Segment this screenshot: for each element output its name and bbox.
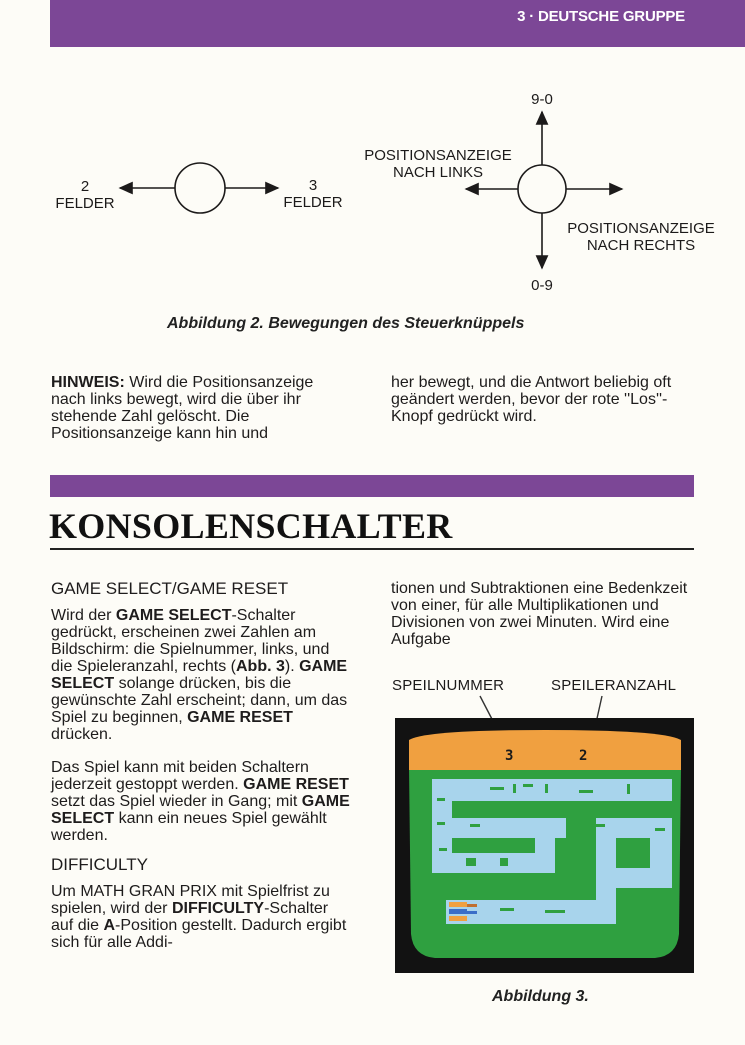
label-speilnummer: SPEILNUMMER: [392, 677, 505, 694]
orange-bar: [409, 730, 681, 770]
figure-3-caption: Abbildung 3.: [492, 988, 589, 1005]
label-speileranzahl: SPEILERANZAHL: [551, 677, 677, 694]
game-screenshot: [395, 718, 694, 973]
title-rule: [50, 548, 694, 550]
section-label: 3 · DEUTSCHE GRUPPE: [517, 8, 685, 25]
label-9-0: 9-0: [531, 91, 553, 108]
figure-2: [0, 80, 745, 332]
label-0-9: 0-9: [531, 277, 553, 294]
difficulty-paragraph: Um MATH GRAN PRIX mit Spielfrist zu spielen, wird der DIFFICULTY-Schalter auf die A-Position gestellt. Dadurch ergibt sich für alle Addi-: [51, 883, 347, 951]
label-2-felder: 2 FELDER: [55, 178, 115, 212]
figure-2-caption: Abbildung 2. Bewegungen des Steuerknüppels: [167, 315, 525, 332]
joystick-circle-left: [175, 163, 225, 213]
game-screen: [395, 718, 694, 973]
hinweis-right: her bewegt, und die Antwort beliebig oft geändert werden, bevor der rote ''Los''-Knopf gedrückt wird.: [391, 374, 672, 425]
right-column-text: tionen und Subtraktionen eine Bedenkzeit von einer, für alle Multiplikationen und Divisionen von zwei Minuten. Wird eine Aufgabe: [391, 580, 688, 648]
hinweis-left: [51, 374, 351, 442]
game-select-heading: GAME SELECT/GAME RESET: [51, 579, 289, 598]
hinweis-label: HINWEIS:: [51, 374, 125, 391]
game-select-paragraph-2: Das Spiel kann mit beiden Schaltern jederzeit gestoppt werden. GAME RESET setzt das Spiel wieder in Gang; mit GAME SELECT kann ein neues Spiel gewählt werden.: [51, 759, 350, 844]
section-title: KONSOLENSCHALTER: [49, 506, 453, 546]
hinweis-text-left: Wird die Positionsanzeige nach links bewegt, wird die über ihr stehende Zahl gelöscht. Die Positionsanzeige kann hin und: [51, 374, 314, 442]
player-count: 2: [579, 748, 588, 764]
header-band: [50, 0, 745, 47]
game-select-paragraph-1: Wird der GAME SELECT-Schalter gedrückt, erscheinen zwei Zahlen am Bildschirm: die Spielnummer, links, und die Spieleranzahl, rechts (Abb. 3). GAME SELECT solange drücken, bis die gewünschte Zahl erscheint; dann, um das Spiel zu beginnen, GAME RESET drücken.: [51, 607, 348, 743]
difficulty-heading: DIFFICULTY: [51, 855, 148, 874]
section-band: [50, 475, 694, 497]
left-column: [51, 580, 351, 967]
label-3-felder: 3 FELDER: [283, 177, 343, 211]
label-nach-links: POSITIONSANZEIGE NACH LINKS: [364, 147, 512, 181]
game-number: 3: [505, 748, 514, 764]
label-nach-rechts: POSITIONSANZEIGE NACH RECHTS: [567, 220, 715, 254]
